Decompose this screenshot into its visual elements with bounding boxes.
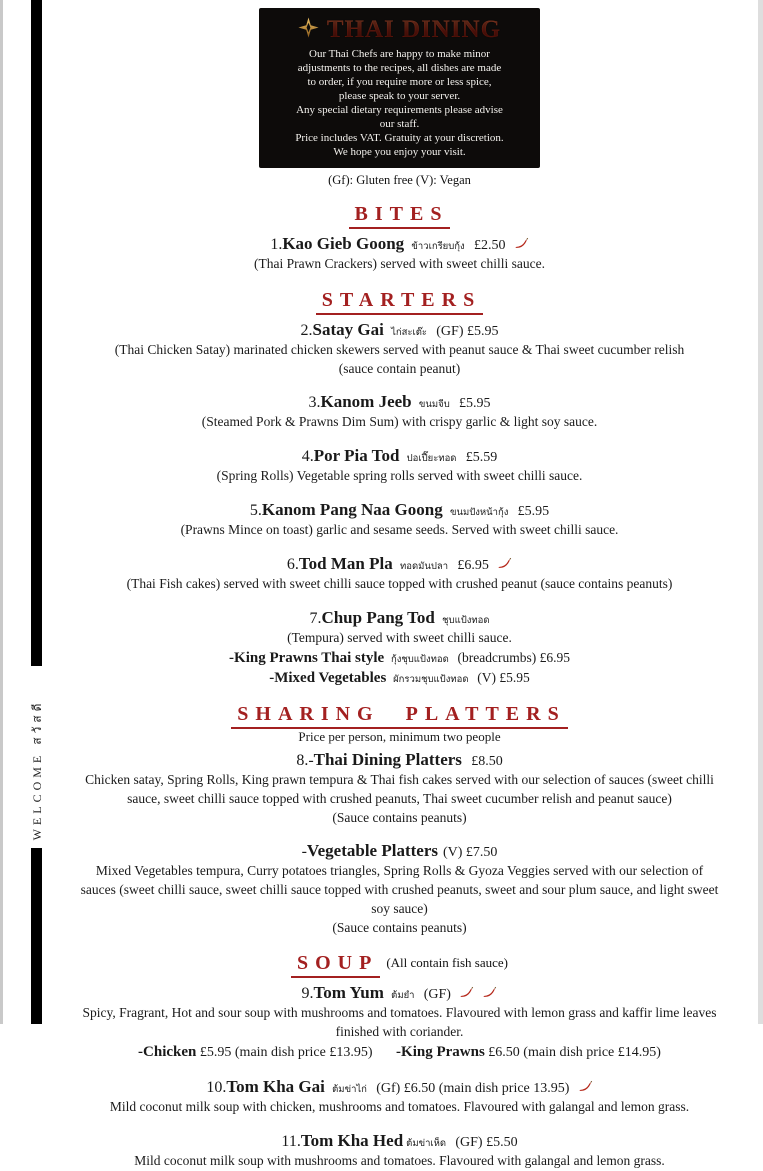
- item-price: (GF) £5.95: [436, 323, 499, 339]
- variant-price: (breadcrumbs) £6.95: [457, 649, 570, 665]
- item-title: [42, 445, 757, 467]
- logo-text: THAI DINING: [326, 16, 502, 43]
- item-number: 5.: [249, 501, 262, 519]
- item-title: [42, 749, 757, 771]
- item-title: [42, 319, 757, 341]
- item-title: [42, 499, 757, 521]
- item-number: 7.: [309, 609, 322, 627]
- menu-item: [42, 553, 757, 594]
- option-detail: £6.50 (main dish price £14.95): [488, 1045, 661, 1061]
- chili-icon: [514, 234, 529, 255]
- item-name: Por Pia Tod: [313, 445, 400, 465]
- item-thai-name: ข้าวเกรียบกุ้ง: [411, 241, 465, 252]
- item-price: £5.95: [459, 396, 491, 411]
- item-name: Tom Yum: [313, 983, 384, 1003]
- item-thai-name: ต้มข่าเห็ด: [406, 1139, 447, 1150]
- item-price: £5.95: [517, 503, 550, 519]
- item-thai-name: ขนมปังหน้ากุ้ง: [449, 507, 509, 518]
- item-thai-name: ไก่สะเต๊ะ: [391, 327, 428, 338]
- variant-price: (V) £5.95: [477, 669, 530, 685]
- item-variant: [42, 668, 757, 688]
- page-edge-left: [0, 0, 3, 1024]
- option-detail: £5.95 (main dish price £13.95): [199, 1045, 373, 1061]
- item-price: (V) £7.50: [442, 845, 498, 861]
- menu-content: [42, 0, 757, 1169]
- item-description: (Thai Prawn Crackers) served with sweet chilli sauce.: [254, 256, 545, 271]
- item-number: 8.-: [296, 752, 314, 770]
- item-price: £6.95: [457, 557, 489, 573]
- item-name: Kanom Pang Naa Goong: [261, 499, 443, 519]
- logo: [263, 16, 536, 44]
- item-price: £8.50: [471, 754, 503, 770]
- menu-item: [42, 391, 757, 432]
- item-title: [42, 391, 757, 413]
- intro-line: adjustments to the recipes, all dishes are made: [297, 61, 502, 74]
- item-description: Chicken satay, Spring Rolls, King prawn tempura & Thai fish cakes served with our selection of sauces (sweet chilli sauce, sweet chilli sauce topped with crushed peanuts, Thai sweet cucumber relish and peanut sauce): [85, 772, 714, 807]
- intro-line: Our Thai Chefs are happy to make minor: [309, 48, 490, 60]
- item-description: (Tempura) served with sweet chilli sauce.: [287, 629, 512, 645]
- item-title: [42, 840, 757, 862]
- item-number: 2.: [300, 321, 313, 339]
- item-thai-name: ทอดมันปลา: [400, 561, 449, 572]
- variant-name: -King Prawns Thai style: [229, 649, 385, 666]
- item-number: 10.: [206, 1079, 227, 1097]
- item-name: Tom Kha Hed: [300, 1131, 404, 1151]
- dietary-legend: (Gf): Gluten free (V): Vegan: [328, 172, 471, 187]
- item-price: £2.50: [473, 237, 506, 253]
- chili-icon: [578, 1077, 593, 1098]
- item-description: (Prawns Mince on toast) garlic and sesame seeds. Served with sweet chilli sauce.: [180, 521, 619, 537]
- item-price: (GF): [423, 987, 451, 1003]
- item-name: Thai Dining Platters: [313, 750, 462, 770]
- item-thai-name: ขนมจีบ: [418, 400, 450, 410]
- menu-item: [42, 982, 757, 1063]
- menu-item: [42, 445, 757, 486]
- item-description: Spicy, Fragrant, Hot and sour soup with mushrooms and tomatoes. Flavoured with lemon grass and kaffir lime leaves finished with coriander.: [82, 1005, 717, 1040]
- item-options: [42, 1042, 757, 1063]
- chili-icon: [497, 554, 512, 575]
- item-description: (Thai Chicken Satay) marinated chicken skewers served with peanut sauce & Thai sweet cucumber relish: [114, 341, 685, 357]
- item-name: Kanom Jeeb: [320, 392, 412, 411]
- welcome-vertical-text: WELCOME สวัสดี: [30, 699, 44, 841]
- item-title: [42, 982, 757, 1004]
- item-name: Tom Kha Gai: [226, 1077, 325, 1097]
- intro-line: our staff.: [379, 117, 420, 130]
- item-thai-name: ต้มยำ: [391, 991, 415, 1002]
- item-title: [42, 553, 757, 575]
- variant-thai-name: ผักรวมชุบแป้งทอด: [393, 674, 469, 685]
- item-number: 4.: [301, 447, 314, 465]
- variant-name: -Mixed Vegetables: [269, 669, 387, 686]
- option-name: -Chicken: [138, 1044, 197, 1061]
- item-description: (Thai Fish cakes) served with sweet chilli sauce topped with crushed peanut (sauce contains peanuts): [126, 575, 673, 591]
- item-price: (Gf) £6.50 (main dish price 13.95): [376, 1081, 570, 1097]
- four-point-star-icon: [298, 17, 319, 43]
- item-thai-name: ต้มข่าไก่: [332, 1085, 367, 1096]
- option: [138, 1045, 372, 1060]
- item-note: (Sauce contains peanuts): [332, 919, 467, 935]
- menu-item: [42, 607, 757, 688]
- intro-line: Any special dietary requirements please advise: [296, 103, 503, 116]
- item-title: [42, 607, 757, 629]
- section-title: SOUP: [291, 952, 380, 978]
- menu-item: [42, 319, 757, 378]
- page-edge-right: [758, 0, 763, 1024]
- menu-item: [42, 499, 757, 540]
- section-bites: [42, 203, 757, 229]
- menu-item: [42, 233, 757, 274]
- item-number: 11.: [281, 1133, 301, 1151]
- section-suffix: (All contain fish sauce): [386, 955, 508, 971]
- item-price: £5.59: [465, 449, 498, 465]
- option-name: -King Prawns: [396, 1044, 485, 1061]
- item-description: (Spring Rolls) Vegetable spring rolls served with sweet chilli sauce.: [216, 467, 583, 483]
- item-name: Tod Man Pla: [298, 553, 393, 573]
- spine-bar-top: [31, 0, 42, 666]
- item-description: Mild coconut milk soup with chicken, mushrooms and tomatoes. Flavoured with galangal and lemon grass.: [109, 1099, 690, 1115]
- item-number: 9.: [301, 985, 314, 1003]
- chili-icon: [482, 983, 497, 1004]
- item-variant: [42, 648, 757, 668]
- item-note: (sauce contain peanut): [338, 360, 461, 376]
- section-sharing-platters: [42, 703, 757, 745]
- item-name: Kao Gieb Goong: [282, 233, 405, 253]
- item-thai-name: ปอเปี๊ยะทอด: [406, 453, 457, 464]
- item-number: 3.: [308, 394, 321, 411]
- item-name: Satay Gai: [312, 319, 384, 339]
- item-note: (Sauce contains peanuts): [332, 809, 467, 825]
- item-description: Mixed Vegetables tempura, Curry potatoes triangles, Spring Rolls & Gyoza Veggies served with our selection of sauces (sweet chilli sauce, sweet chilli sauce topped with crushed peanuts, sweet and sour plum sauce, and light sweet soy sauce): [80, 863, 719, 916]
- item-title: [42, 1076, 757, 1098]
- section-starters: [42, 289, 757, 315]
- item-name: Chup Pang Tod: [321, 607, 435, 627]
- item-number: -: [301, 843, 307, 861]
- spine-bar-bottom: [31, 848, 42, 1024]
- item-number: 6.: [286, 555, 299, 573]
- item-number: 1.: [270, 235, 283, 253]
- intro-box: [259, 8, 540, 168]
- item-price: (GF) £5.50: [455, 1135, 518, 1151]
- section-title: BITES: [349, 203, 451, 229]
- intro-line: Price includes VAT. Gratuity at your discretion.: [295, 131, 504, 144]
- section-title: SHARING PLATTERS: [231, 703, 567, 729]
- item-name: Vegetable Platters: [306, 841, 438, 861]
- intro-line: to order, if you require more or less spice,: [307, 75, 492, 88]
- menu-item: [42, 840, 757, 937]
- option: [396, 1045, 661, 1060]
- chili-icon: [459, 983, 474, 1004]
- item-description: Mild coconut milk soup with mushrooms and tomatoes. Flavoured with galangal and lemon grass.: [134, 1153, 665, 1169]
- variant-thai-name: กุ้งชุบแป้งทอด: [390, 654, 449, 665]
- intro-line: We hope you enjoy your visit.: [333, 145, 466, 158]
- section-subtitle: Price per person, minimum two people: [298, 729, 501, 745]
- item-description: (Steamed Pork & Prawns Dim Sum) with crispy garlic & light soy sauce.: [201, 414, 598, 429]
- intro-line: please speak to your server.: [338, 89, 461, 102]
- intro-text: [263, 48, 536, 160]
- section-title: STARTERS: [316, 289, 483, 315]
- menu-item: [42, 749, 757, 827]
- item-title: [42, 233, 757, 255]
- item-title: [42, 1130, 757, 1152]
- menu-item: [42, 1130, 757, 1171]
- menu-item: [42, 1076, 757, 1117]
- section-soup: [42, 952, 757, 978]
- item-thai-name: ชุบแป้งทอด: [442, 615, 490, 626]
